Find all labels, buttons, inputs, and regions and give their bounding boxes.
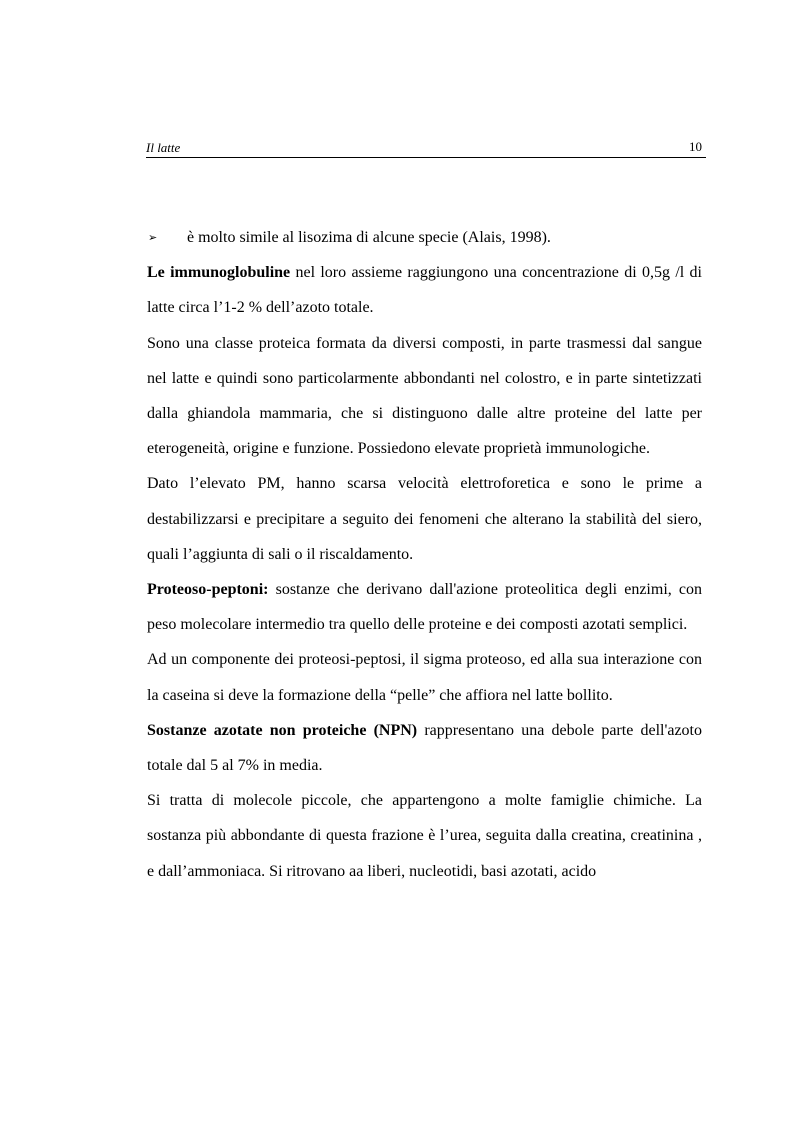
- page-number: 10: [689, 139, 702, 154]
- page-header: [146, 138, 706, 158]
- paragraph-immunoglobuline: [147, 255, 702, 325]
- term-immunoglobuline: Le immunoglobuline: [147, 264, 291, 282]
- bullet-item: [147, 220, 702, 255]
- body-text: [147, 220, 702, 889]
- bullet-text: è molto simile al lisozima di alcune specie (Alais, 1998).: [187, 229, 551, 246]
- paragraph-sigma-proteoso: Ad un componente dei proteosi-peptosi, il sigma proteoso, ed alla sua interazione con la caseina si deve la formazione della “pelle” che affiora nel latte bollito.: [147, 651, 702, 704]
- paragraph-text: rappresentano una debole parte dell'azoto totale dal 5 al 7% in media.: [147, 721, 703, 775]
- term-proteoso-peptoni: Proteoso-peptoni:: [147, 581, 269, 599]
- term-npn: Sostanze azotate non proteiche (NPN): [147, 721, 418, 739]
- running-title: Il latte: [146, 140, 181, 155]
- paragraph-elevato-pm: Dato l’elevato PM, hanno scarsa velocità elettroforetica e sono le prime a destabilizzarsi e precipitare a seguito dei fenomeni che alterano la stabilità del siero, quali l’aggiunta di sali o il riscaldamento.: [147, 475, 702, 563]
- paragraph-npn: [147, 713, 702, 783]
- paragraph-proteoso-peptoni: [147, 572, 702, 642]
- paragraph-text: nel loro assieme raggiungono una concentrazione di 0,5g /l di latte circa l’1-2 % dell’azoto totale.: [147, 264, 702, 317]
- paragraph-classe-proteica: Sono una classe proteica formata da diversi composti, in parte trasmessi dal sangue nel latte e quindi sono particolarmente abbondanti nel colostro, e in parte sintetizzati dalla ghiandola mammaria, che si distinguono dalle altre proteine del latte per eterogeneità, origine e funzione. Possiedono elevate proprietà immunologiche.: [147, 334, 702, 458]
- paragraph-molecole-piccole: Si tratta di molecole piccole, che appartengono a molte famiglie chimiche. La sostanza più abbondante di questa frazione è l’urea, seguita dalla creatina, creatinina , e dall’ammoniaca. Si ritrovano aa liberi, nucleotidi, basi azotati, acido: [147, 792, 702, 880]
- paragraph-text: sostanze che derivano dall'azione proteolitica degli enzimi, con peso molecolare intermedio tra quello delle proteine e dei composti azotati semplici.: [147, 581, 702, 634]
- arrowhead-bullet-icon: ➢: [148, 231, 158, 244]
